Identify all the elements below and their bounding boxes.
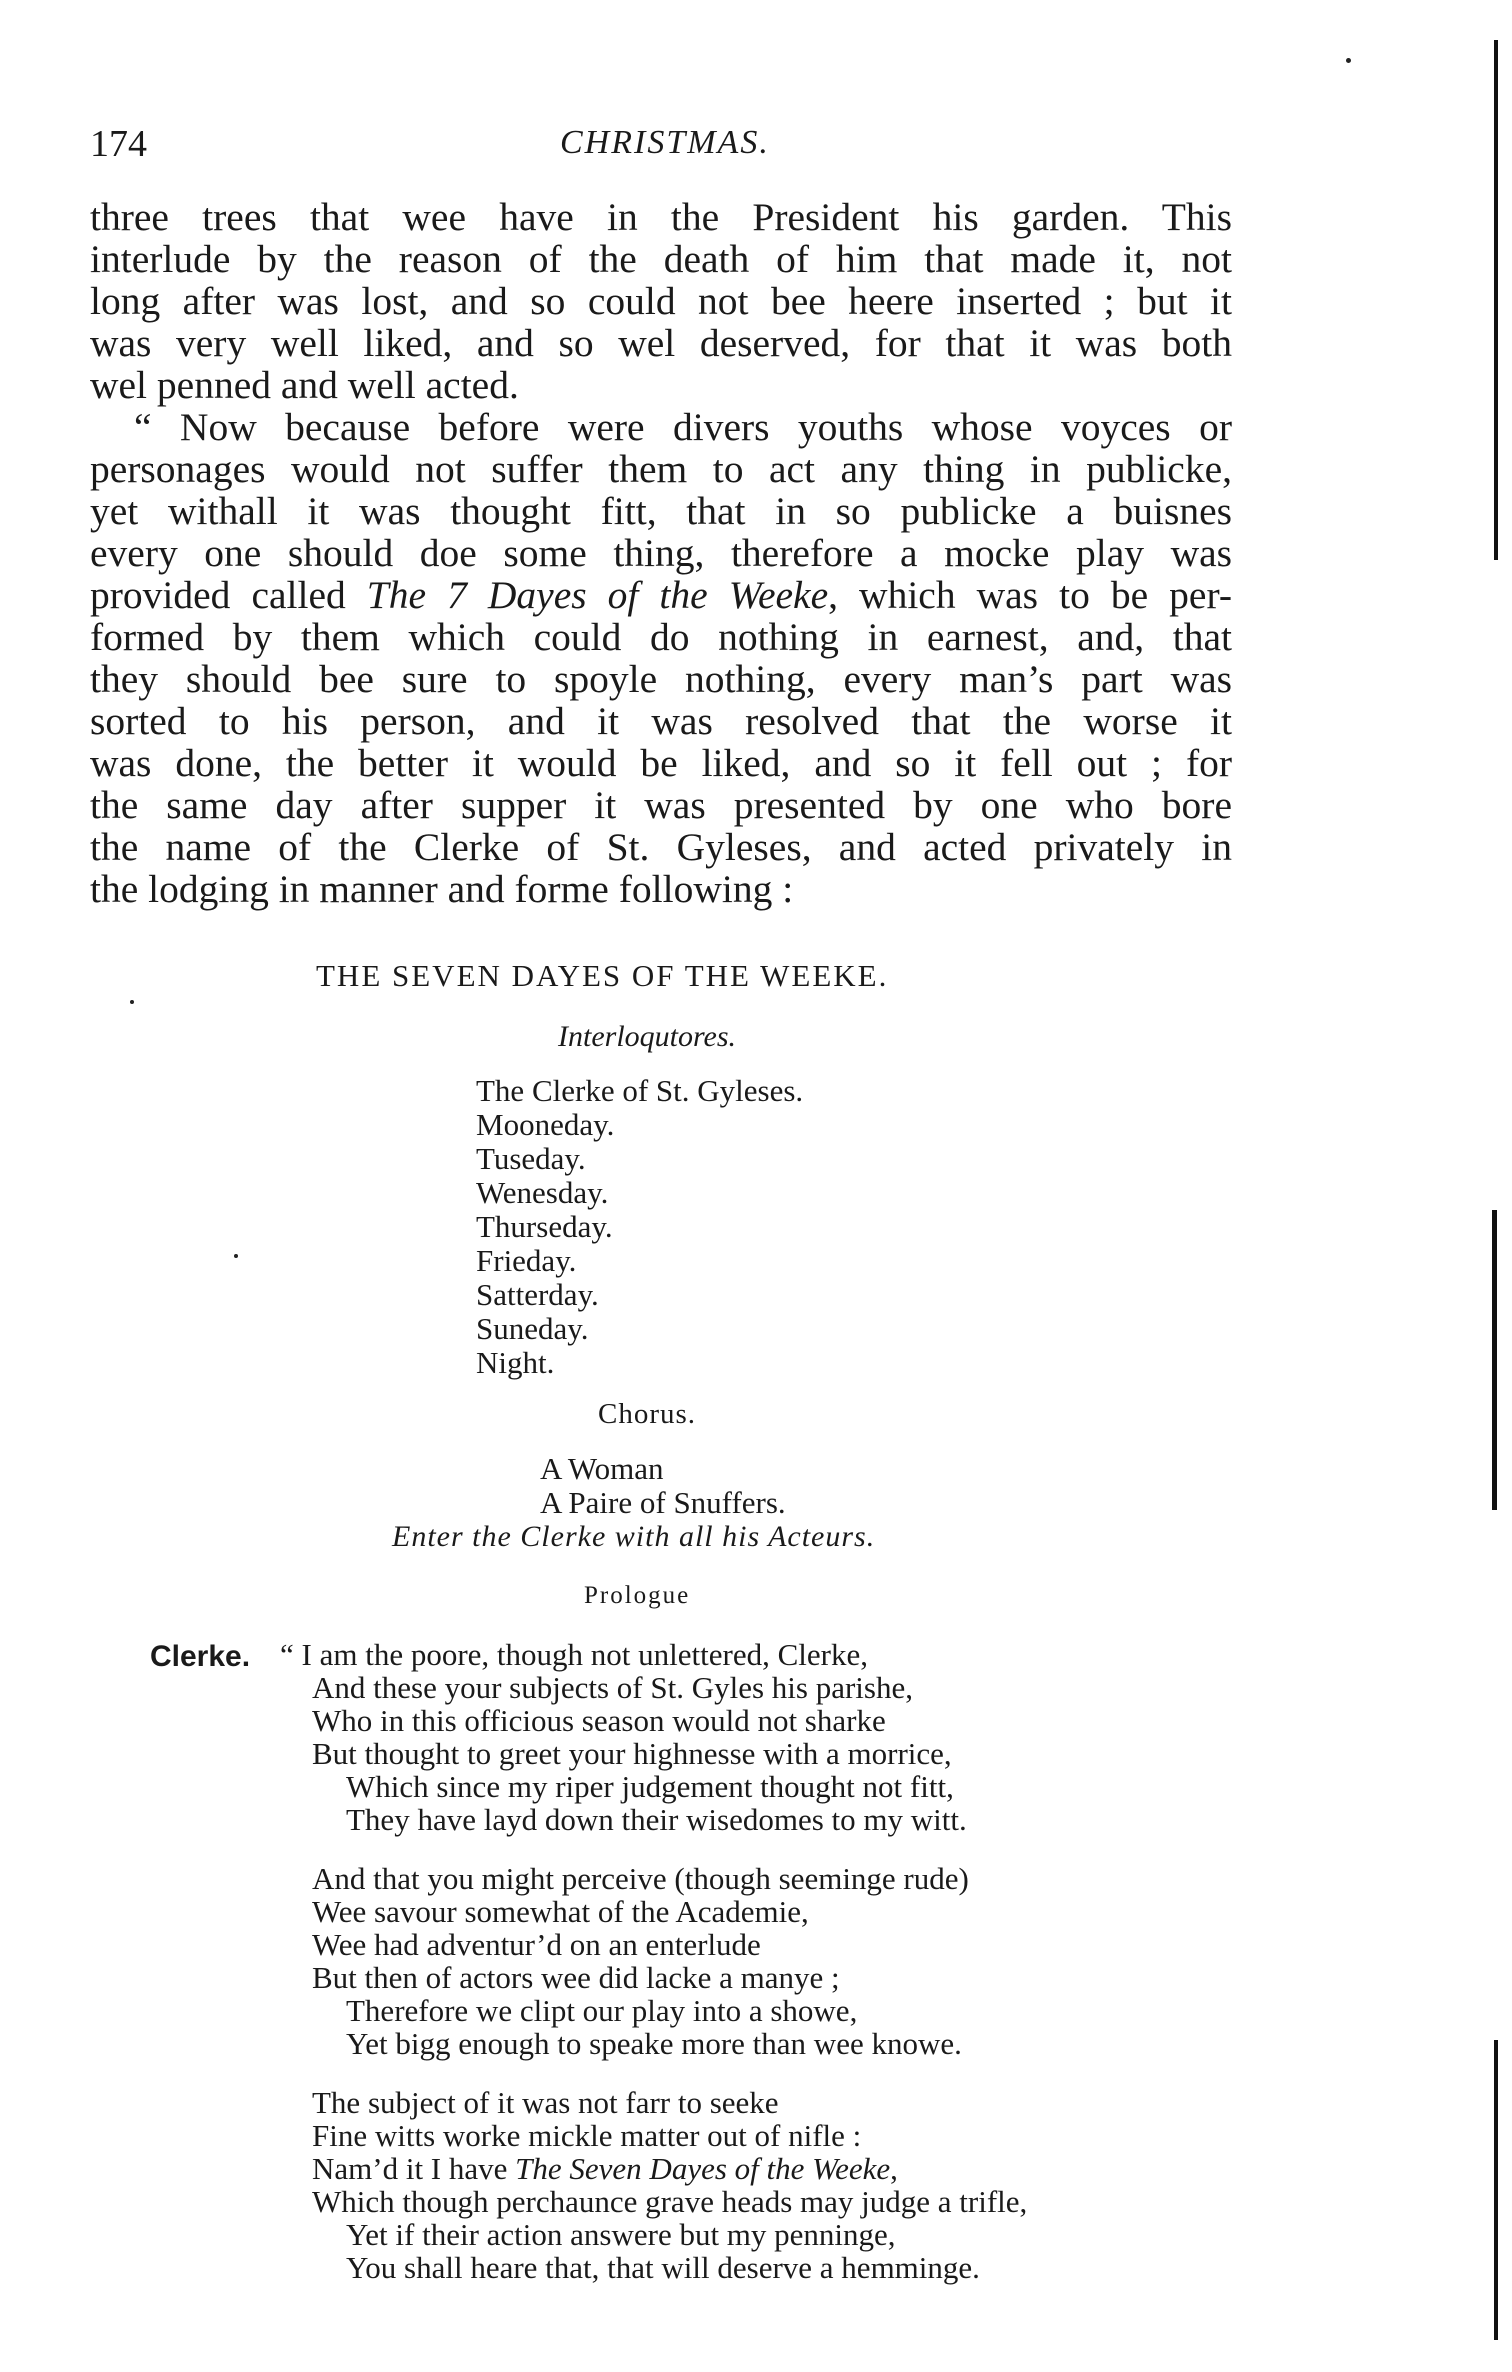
prose-line: they should bee sure to spoyle nothing, every man’s part was: [90, 657, 1232, 701]
verse-line: Therefore we clipt our play into a showe,: [346, 1993, 858, 2028]
interlocutors-heading: Interloqutores.: [558, 1020, 737, 1053]
scan-speck: [1346, 58, 1351, 63]
play-title: THE SEVEN DAYES OF THE WEEKE.: [316, 958, 889, 993]
stage-direction: Enter the Clerke with all his Acteurs.: [392, 1520, 876, 1553]
prose-line: the name of the Clerke of St. Gyleses, and acted privately in: [90, 825, 1232, 869]
play-title-reference: The 7 Dayes of the Weeke: [366, 573, 829, 617]
verse-line: Yet bigg enough to speake more than wee knowe.: [346, 2026, 962, 2061]
prose-line: [90, 574, 1232, 616]
cast-item: The Clerke of St. Gyleses.: [476, 1073, 804, 1108]
cast-item: Wenesday.: [476, 1175, 609, 1210]
running-title: CHRISTMAS.: [560, 124, 770, 161]
play-title-reference: The Seven Dayes of the Weeke: [515, 2151, 891, 2186]
verse-line: And that you might perceive (though seeminge rude): [312, 1861, 969, 1896]
prose-line: was done, the better it would be liked, and so it fell out ; for: [90, 741, 1232, 785]
verse-line: The subject of it was not farr to seeke: [312, 2085, 779, 2120]
prose-line: the lodging in manner and forme following :: [90, 867, 794, 911]
prose-line: three trees that wee have in the President his garden. This: [90, 195, 1232, 239]
scan-edge-mark: [1492, 1210, 1497, 1510]
cast-item: Thurseday.: [476, 1209, 613, 1244]
cast-item: Frieday.: [476, 1243, 577, 1278]
verse-line: “ I am the poore, though not unlettered, Clerke,: [280, 1637, 868, 1672]
prose-line: “ Now because before were divers youths whose voyces or: [134, 405, 1232, 449]
verse-line: They have layd down their wisedomes to my witt.: [346, 1802, 967, 1837]
verse-line: Fine witts worke mickle matter out of nifle :: [312, 2118, 862, 2153]
cast-item: Satterday.: [476, 1277, 599, 1312]
verse-line: But thought to greet your highnesse with a morrice,: [312, 1736, 952, 1771]
verse-line: And these your subjects of St. Gyles his parishe,: [312, 1670, 913, 1705]
chorus-heading: Chorus.: [598, 1398, 697, 1430]
cast-item: Tuseday.: [476, 1141, 586, 1176]
verse-line: Who in this officious season would not sharke: [312, 1703, 886, 1738]
prose-line: long after was lost, and so could not bee heere inserted ; but it: [90, 279, 1232, 323]
scan-speck: [130, 1000, 134, 1004]
prose-text: , which was to be per-: [828, 573, 1232, 617]
prose-line: interlude by the reason of the death of him that made it, not: [90, 237, 1232, 281]
verse-line: Which since my riper judgement thought not fitt,: [346, 1769, 954, 1804]
prose-line: yet withall it was thought fitt, that in so publicke a buisnes: [90, 489, 1232, 533]
scan-speck: [234, 1254, 238, 1258]
verse-line: You shall heare that, that will deserve a hemminge.: [346, 2250, 980, 2285]
cast-item: Suneday.: [476, 1311, 589, 1346]
verse-line: But then of actors wee did lacke a manye ;: [312, 1960, 840, 1995]
scan-edge-mark: [1494, 40, 1498, 560]
verse-line: Which though perchaunce grave heads may judge a trifle,: [312, 2184, 1028, 2219]
prose-line: personages would not suffer them to act any thing in publicke,: [90, 447, 1232, 491]
prose-line: every one should doe some thing, therefore a mocke play was: [90, 531, 1232, 575]
verse-line: [312, 2152, 898, 2185]
page-number: 174: [90, 123, 147, 165]
verse-line: Yet if their action answere but my penninge,: [346, 2217, 896, 2252]
prose-line: wel penned and well acted.: [90, 363, 519, 407]
chorus-item: A Paire of Snuffers.: [540, 1485, 786, 1520]
prose-line: the same day after supper it was presented by one who bore: [90, 783, 1232, 827]
speaker-label: Clerke.: [150, 1640, 251, 1673]
cast-item: Night.: [476, 1345, 555, 1380]
verse-line: Wee had adventur’d on an enterlude: [312, 1927, 761, 1962]
prose-line: formed by them which could do nothing in earnest, and, that: [90, 615, 1232, 659]
verse-text: Nam’d it I have: [312, 2151, 516, 2186]
prose-text: provided called: [90, 573, 367, 617]
prose-line: sorted to his person, and it was resolved that the worse it: [90, 699, 1232, 743]
cast-item: Mooneday.: [476, 1107, 615, 1142]
prose-line: was very well liked, and so wel deserved, for that it was both: [90, 321, 1232, 365]
prologue-heading: Prologue: [584, 1582, 691, 1609]
scan-edge-mark: [1494, 2040, 1498, 2340]
chorus-item: A Woman: [540, 1451, 664, 1486]
verse-text: ,: [890, 2151, 898, 2186]
verse-line: Wee savour somewhat of the Academie,: [312, 1894, 809, 1929]
